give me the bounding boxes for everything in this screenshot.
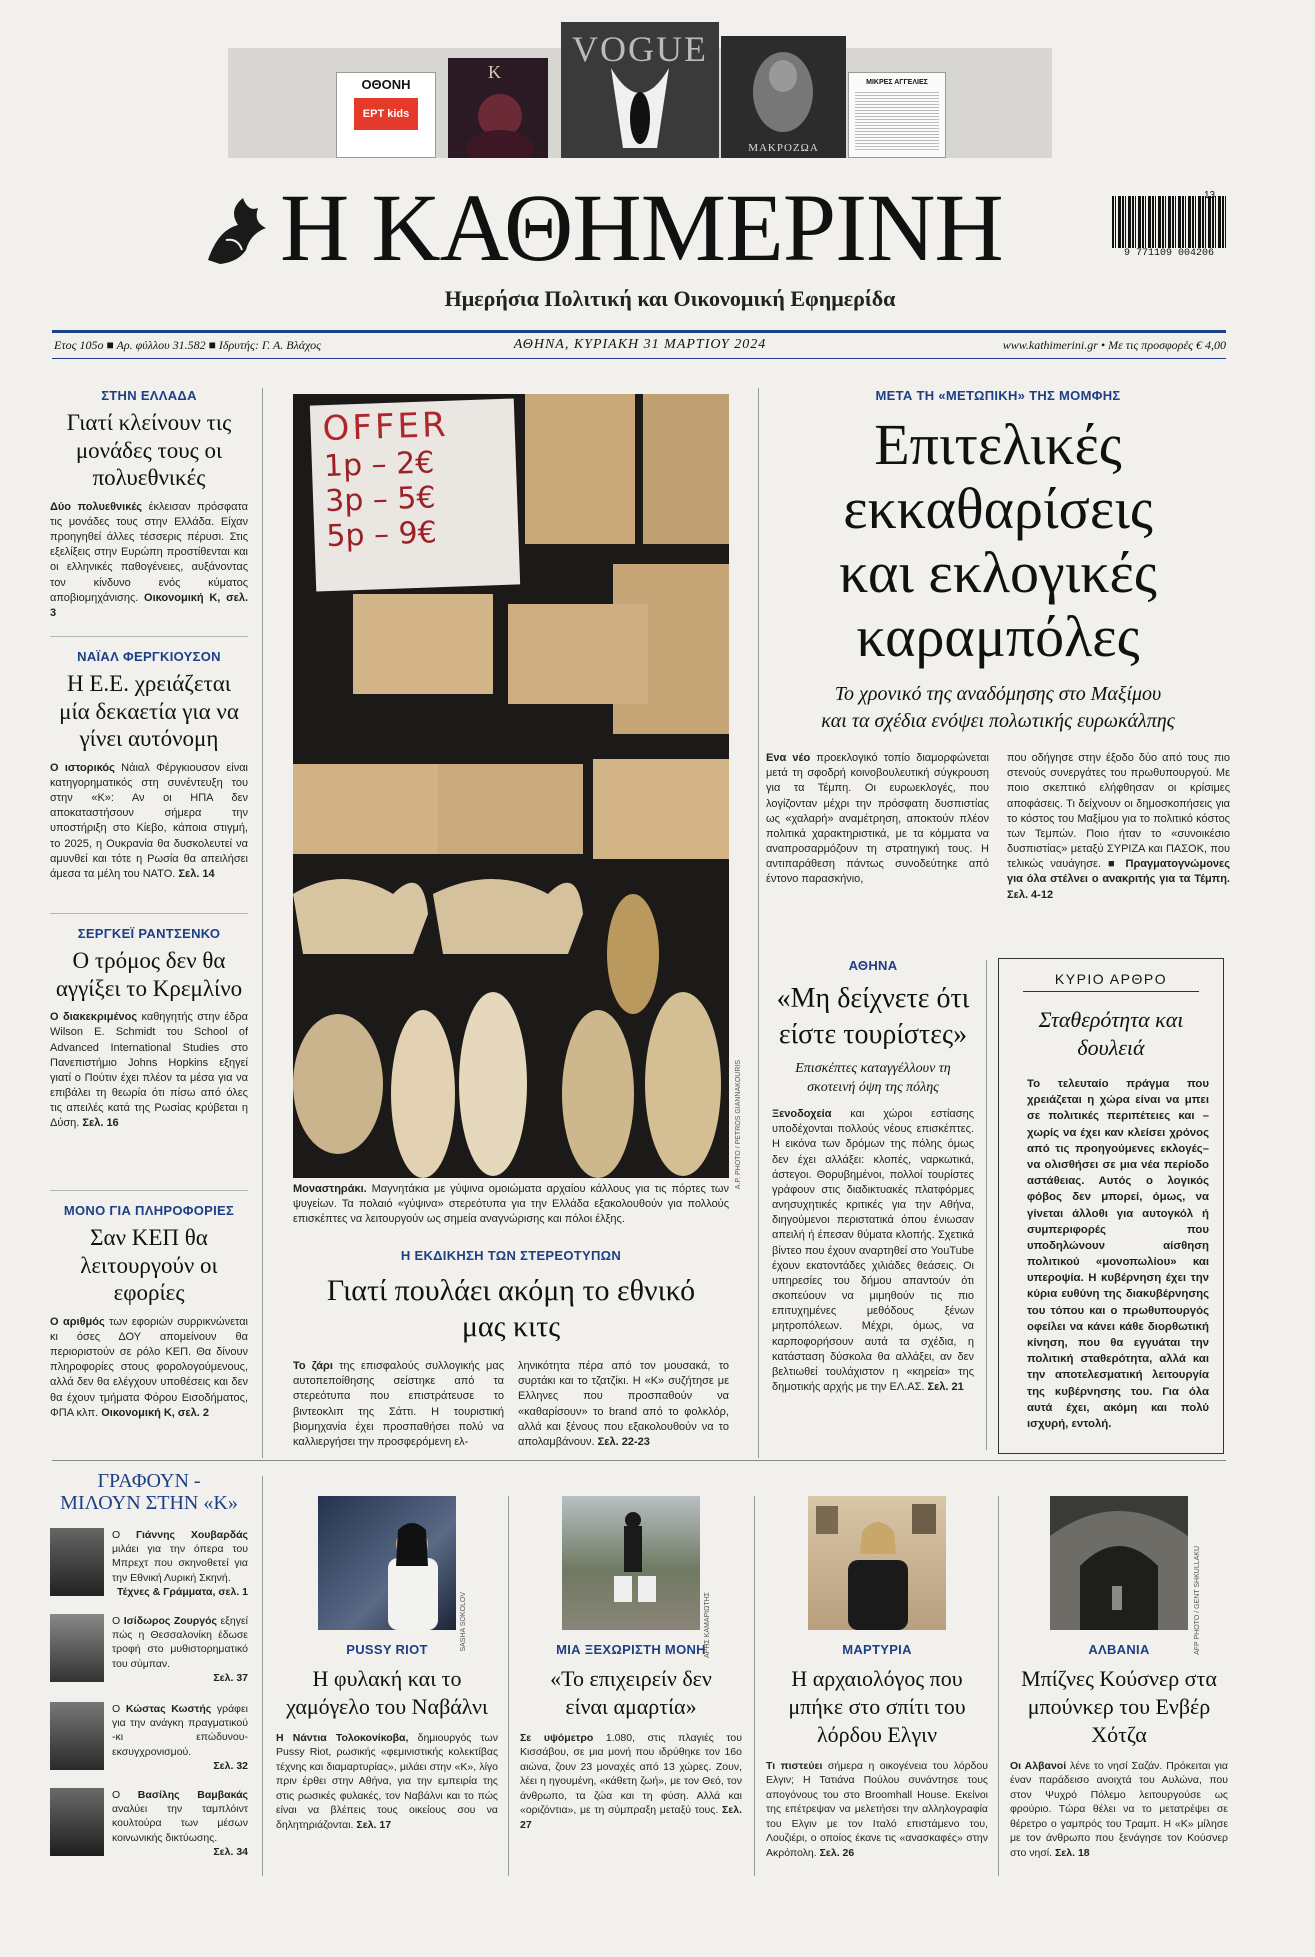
offer-sign-line-1: OFFER [321,404,450,450]
monastery-credit: ΑΡΗΣ ΚΑΜΑΡΙΩΤΗΣ [704,1592,711,1659]
dateline-left: Ετος 105ο ■ Αρ. φύλλου 31.582 ■ Ιδρυτής: Γ. Α. Βλάχος [54,338,321,352]
offer-sign-line-2: 1p – 2€ [323,445,435,485]
lead-story[interactable] [766,388,1230,903]
pussy-riot-kicker: PUSSY RIOT [346,1642,428,1657]
kitsch-ref: Σελ. 22-23 [597,1435,650,1448]
albania-credit: AFP PHOTO / GENT SHKULLAKU [1194,1546,1201,1655]
voice-item[interactable] [50,1702,248,1788]
dateline-right: www.kathimerini.gr • Με τις προσφορές € 4,00 [1002,338,1226,352]
promo-vogue-figure [561,58,719,158]
voice-desc: αναλύει την ταμπλόιντ κουλτούρα των μέσων κοινωνικής δικτύωσης. [112,1803,248,1844]
left-column [50,388,248,1421]
avatar [50,1614,104,1682]
left-story-3[interactable] [50,926,248,1190]
left-story-2-lead: Ο ιστορικός [50,761,115,774]
promo-classifieds-title: ΜΙΚΡΕΣ ΑΓΓΕΛΙΕΣ [866,79,928,86]
pussy-riot-credit: SASHA SOKOLOV [460,1592,467,1652]
left-story-1-kicker: ΣΤΗΝ ΕΛΛΑΔΑ [101,388,197,403]
left-story-2-body [50,761,248,882]
voice-name: Κώστας Κωστής [125,1703,212,1715]
promo-ert-kids: ΕΡΤ kids [354,98,418,130]
kitsch-lead: Το ζάρι [293,1360,333,1372]
athens-lead: Ξενοδοχεία [772,1108,832,1120]
voice-desc: γράφει για την ανάγκη πραγματικού -κι επώδυνου- εκσυγχρονισμού. [112,1703,248,1758]
left-story-2-headline: Η Ε.Ε. χρειάζεται μία δεκαετία για να γίνει αυτόνομη [59,671,239,752]
masthead-subtitle: Ημερήσια Πολιτική και Οικονομική Εφημερίδα [444,286,896,311]
kitsch-col-1 [293,1359,504,1450]
left-story-4-lead: Ο αριθμός [50,1315,105,1328]
kitsch-col-2-text: ληνικότητα πέρα από τον μουσακά, το συρτάκι και το τζατζίκι. Η «Κ» συζήτησε με Ελληνες που προσπαθούν να «καθαρίσουν» το brand από το φολκλόρ, αλλά και ξένους που εξακολουθούν να το απολαμβάνουν. [518,1360,729,1448]
voice-desc: εξηγεί πώς η Θεσσαλονίκη έδωσε τροφή στο μυθιστορηματικό του σύμπαν. [112,1615,248,1670]
albania-headline: Μπίζνες Κούσνερ στα μπούνκερ του Ενβέρ Χότζα [1021,1666,1217,1747]
athens-dek: Επισκέπτες καταγγέλλουν τη σκοτεινή όψη της πόλης [795,1061,951,1095]
kitsch-col-1-text: της επισφαλούς συλλογικής μας αυτοπεποίθησης σείστηκε από τα στερεότυπα που επιστράτευσε το βιντεοκλιπ της Σάττι. Η τουριστική βιομηχανία έχει προσπαθήσει πολύ να καλλιεργήσει την προσφερόμενη ελ- [293,1360,505,1448]
promo-vogue[interactable] [561,22,719,158]
bottom-rule-3 [754,1496,755,1876]
monastery-headline: «Το επιχειρείν δεν είναι αμαρτία» [550,1666,712,1719]
voice-ref: Σελ. 37 [213,1671,248,1684]
athens-text: και χώροι εστίασης υποδέχονται πολλούς νέους επισκέπτες. Η εικόνα των δρόμων της πόλης όμως δεν έχει αλλάξει: κλοπές, ναρκωτικά, άστεγοι. Θορυβημένοι, πολλοί τουρίστες γράφουν στις διαδικτυακές πλατφόρμες ανησυχητικές κριτικές για την Αθήνα, διηγούμενοι περιστατικά όπου ένιωσαν απειλή ή έπεσαν θύματα κλοπής. Σχετικά βίντεο που έχουν αναρτηθεί στο YouTube έχουν εκατοντάδες χιλιάδες θεάσεις. Οι υπηρεσίες του δήμου απαντούν ότι σκοπεύουν να μιμηθούν τις πιο επιτυχημένες μεθόδους ξένων μητροπόλεων. Μέχρι, όμως, να καρποφορήσουν αυτά τα σχέδια, η κατάσταση δύσκολα θα αλλάξει, αν δεν βελτιωθεί τουλάχιστον η «κηρεία» της δημοτικής αρχής με την ΕΛ.ΑΣ. [772,1108,974,1394]
avatar [50,1702,104,1770]
archaeologist-lead: Τι πιστεύει [766,1760,823,1772]
left-story-1-ref: Οικονομική Κ, σελ. 3 [50,591,248,619]
archaeologist-figure [808,1496,946,1630]
lead-kicker: ΜΕΤΑ ΤΗ «ΜΕΤΩΠΙΚΗ» ΤΗΣ ΜΟΜΦΗΣ [875,388,1121,403]
left-story-3-lead: Ο διακεκριμένος [50,1011,138,1024]
barcode-number: 9 771109 004206 [1123,248,1214,259]
voice-item[interactable] [50,1614,248,1702]
left-story-2[interactable] [50,649,248,913]
athens-headline: «Μη δείχνετε ότι είστε τουρίστες» [776,983,970,1050]
masthead-title: Η ΚΑΘΗΜΕΡΙΝΗ [280,174,1003,281]
lead-col-2 [1007,751,1230,903]
left-story-3-text: καθηγητής στην έδρα Wilson E. Schmidt του School of Advanced International Studies στο Πανεπιστήμιο Johns Hopkins εξηγεί γιατί ο Πούτιν έχει πλέον τα μέσα για να επιβάλει τη θεωρία ότι πίσω από όλες τις απειλές κατά της Ρωσίας κρύβεται η Δύση. [50,1011,249,1130]
promo-makrozoa[interactable] [721,36,846,158]
athens-story[interactable] [772,958,974,1395]
left-story-4-kicker: ΜΟΝΟ ΓΙΑ ΠΛΗΡΟΦΟΡΙΕΣ [63,1203,235,1218]
athens-kicker: ΑΘΗΝΑ [848,958,898,973]
lead-headline-line-4: καραμπόλες [856,604,1140,669]
offer-sign [310,398,520,591]
monastery-figure [562,1496,700,1630]
kitsch-kicker: Η ΕΚΔΙΚΗΣΗ ΤΩΝ ΣΤΕΡΕΟΤΥΠΩΝ [400,1248,622,1263]
left-story-4[interactable] [50,1203,248,1421]
archaeologist-headline: Η αρχαιολόγος που μπήκε στο σπίτι του λόρδου Ελγιν [788,1666,966,1747]
archaeologist-body [766,1759,988,1860]
bottom-rule-2 [508,1496,509,1876]
barcode-bars [1112,196,1226,248]
voices-box [50,1470,248,1874]
promo-k-portrait [448,78,548,158]
dateline-rule-top [52,330,1226,333]
left-story-4-ref: Οικονομική Κ, σελ. 2 [101,1406,210,1419]
column-rule-1 [262,388,263,1458]
promo-k-title: K [488,62,501,82]
albania-lead: Οι Αλβανοί [1010,1760,1067,1772]
voice-text [112,1528,248,1614]
monastery-text: 1.080, στις πλαγιές του Κισσάβου, σε μια μονή που ιδρύθηκε τον 16ο αιώνα, ζουν 23 μοναχές από 13 χώρες. Ζουν, λέει η ηγουμένη, «κάθετη ζωή», με τον Θεό, τον άνθρωπο, τα ζώα και τη φύση. Αλλά και «οριζόντια», με τη σύμπραξη μεταξύ τους. [520,1732,742,1817]
promo-classifieds-text [855,90,939,150]
main-photo[interactable] [293,394,729,1178]
left-story-1-text: έκλεισαν πρόσφατα τις μονάδες τους στην Ελλάδα. Είχαν προηγηθεί άλλες τέσσερις πέρυσι. Στις εξελίξεις στην Ευρώπη προστίθενται και οι ελληνικές παθογένειες, αυξάνοντας τον κίνδυνο ενός κύματος αποβιομηχάνισης. [50,500,248,604]
barcode-issue: 13 [1204,190,1216,201]
avatar [50,1528,104,1596]
voice-pre: Ο [112,1615,124,1627]
archaeologist-kicker: ΜΑΡΤΥΡΙΑ [842,1642,912,1657]
editorial-body: Το τελευταίο πράγμα που χρειάζεται η χώρα είναι να μπει σε πολιτικές περιπέτειες και –χωρίς να έχει καν κλείσει χρόνος από τις προηγούμενες εκλογές– να ολισθήσει σε μια νέα περίοδο αστάθειας. Αυτός ο λογικός φόβος δεν μπορεί, όμως, να γίνεται άλλοθι για αυτογκόλ ή συμπεριφορές που υποδηλώνουν αίσθηση πολιτικού «μονοπωλίου» και υπεροψία. Η κυβέρνηση έχει την κύρια ευθύνη της διακυβέρνησης του τόπου και ο πρωθυπουργός οφείλει να κάνει κάθε διορθωτική κίνηση, που θα εγγυάται την πολιτική σταθερότητα, αλλά και την αποτελεσματική λειτουργία της κυβέρνησης του. Για όλα αυτά έχει, ακόμη και πολύ ισχυρή, εντολή. [1027,1078,1209,1430]
voice-text [112,1614,248,1702]
monastery-lead: Σε υψόμετρο [520,1732,594,1744]
promo-k-magazine[interactable] [448,58,548,158]
offer-sign-line-4: 5p – 9€ [325,515,438,555]
albania-body [1010,1759,1228,1860]
voice-desc: μιλάει για την όπερα του Μπρεχτ που σκηνοθετεί για την Εθνική Λυρική Σκηνή. [112,1543,248,1584]
kitsch-story[interactable] [293,1248,729,1450]
bottom-rule-1 [262,1476,263,1876]
archaeologist-text: σήμερα η οικογένεια του λόρδου Ελγιν; Η Τατιάνα Πούλου συνάντησε τους απογόνους του στο Broomhall House. Εκείνοι της επέτρεψαν να μελετήσει την αλληλογραφία του Ελγιν με τον Ιταλό επιστάμενο του, Λουζιέρι, ο οποίος έκανε τις «ανασκαφές» στην Ακρόπολη. [766,1760,988,1859]
albania-ref: Σελ. 18 [1054,1846,1090,1859]
archaeologist-photo [808,1496,946,1630]
left-story-1[interactable] [50,388,248,636]
monastery-photo [562,1496,700,1630]
column-rule-2 [758,388,759,1458]
left-story-1-lead: Δύο πολυεθνικές [50,500,143,513]
athens-ref: Σελ. 21 [927,1381,964,1394]
albania-kicker: ΑΛΒΑΝΙΑ [1088,1642,1150,1657]
left-story-4-text: των εφοριών συρρικνώνεται κι όσες ΔΟΥ απομείνουν θα περιοριστούν σε ρόλο ΚΕΠ. Θα δίνουν πληροφορίες στους φορολογούμενους, αλλά δεν θα ελέγχουν υποθέσεις και δεν θα έχουν τμήματα Φόρου Εισοδήματος, ΦΠΑ κλπ. [50,1315,248,1419]
pussy-riot-photo [318,1496,456,1630]
athens-body [772,1107,974,1395]
promo-makrozoa-sculpture [721,36,846,136]
voice-pre: Ο [112,1529,137,1541]
albania-text: λένε το νησί Σαζάν. Πρόκειται για έναν παράδεισο ανοιχτά του Αυλώνα, που στον Ψυχρό Πόλεμο λειτουργούσε ως φρούριο. Τώρα θέλει να το μετατρέψει σε θέρετρο ο γαμπρός του Τραμπ. Η «Κ» μίλησε με τον άνθρωπο που ξενάγησε τον Κούσνερ στο νησί. [1010,1760,1228,1859]
pussy-riot-ref: Σελ. 17 [356,1818,392,1831]
left-story-3-kicker: ΣΕΡΓΚΕΪ ΡΑΝΤΣΕΝΚΟ [77,926,221,941]
avatar [50,1788,104,1856]
column-rule-3 [986,960,987,1450]
albania-photo [1050,1496,1188,1630]
left-rule-3 [50,1190,248,1191]
dateline-center: ΑΘΗΝΑ, ΚΥΡΙΑΚΗ 31 ΜΑΡΤΙΟΥ 2024 [513,337,767,352]
voice-name: Βασίλης Βαμβακάς [137,1789,248,1801]
lead-dek [766,681,1230,735]
left-story-3-body [50,1010,248,1131]
voice-name: Γιάννης Χουβαρδάς [136,1529,248,1541]
monastery-body [520,1731,742,1832]
editorial-headline: Σταθερότητα και δουλειά [1038,1007,1184,1060]
main-photo-credit: A.P. PHOTO / PETROS GIANNAKOURIS [735,1060,742,1190]
editorial-label: ΚΥΡΙΟ ΑΡΘΡΟ [1023,971,1199,992]
left-story-4-headline: Σαν ΚΕΠ θα λειτουργούν οι εφορίες [80,1225,218,1306]
lead-headline-line-1: Επιτελικές [874,412,1122,477]
left-rule-2 [50,913,248,914]
voices-title: ΓΡΑΦΟΥΝ - ΜΙΛΟΥΝ ΣΤΗΝ «Κ» [60,1470,238,1514]
lead-headline [766,413,1230,669]
main-photo-caption-text: Μαγνητάκια με γύψινα ομοιώματα αρχαίου κάλλους για τις πόρτες των ψυγείων. Τα πολαιό «γύψινα» στερεότυπα για την Ελλάδα εξακολουθούν για πολλούς επισκέπτες να λειτουργούν ως σημεία αναγνώρισης και πόλοι έλξης. [293,1183,729,1226]
griffin-logo-icon [198,190,276,270]
promo-othoni-title: ΟΘΟΝΗ [361,77,411,92]
bottom-story-albania[interactable] [1010,1496,1228,1860]
dateline-rule-bottom [52,358,1226,359]
lead-headline-line-2: εκκαθαρίσεις [843,476,1153,541]
left-story-2-ref: Σελ. 14 [178,867,215,880]
voice-name: Ισίδωρος Ζουργός [123,1615,217,1627]
albania-bunker [1050,1496,1188,1630]
left-story-1-headline: Γιατί κλείνουν τις μονάδες τους οι πολυεθνικές [66,410,232,491]
voice-ref: Σελ. 34 [213,1845,248,1858]
voice-text [112,1702,248,1788]
monastery-kicker: ΜΙΑ ΞΕΧΩΡΙΣΤΗ ΜΟΝΗ [556,1642,706,1657]
promo-othoni[interactable] [336,72,436,158]
promo-vogue-title: VOGUE [572,29,708,69]
archaeologist-ref: Σελ. 26 [819,1846,855,1859]
voice-pre: Ο [112,1789,138,1801]
pussy-riot-lead: Η Νάντια Τολοκονίκοβα, [276,1732,409,1744]
lead-dek-line-1: Το χρονικό της αναδόμησης στο Μαξίμου [834,683,1162,705]
pussy-riot-headline: Η φυλακή και το χαμόγελο του Ναβάλνι [286,1666,488,1719]
voice-text [112,1788,248,1874]
lead-col-2-text: που οδήγησε στην έξοδο δύο από τους πιο στενούς συνεργάτες του πρωθυπουργού. Με ποιο σκεπτικό ελήφθησαν οι κρίσιμες αποφάσεις. Τι δείχνουν οι δημοσκοπήσεις για το κόστος του Μαξίμου για το πολιτικό κόστος των Τεμπών. Ποιο ήταν το «συνοικέσιο δυσπιστίας» μεταξύ ΣΥΡΙΖΑ και ΠΑΣΟΚ, που τελικώς ναυάγησε. [1007,752,1230,871]
voice-ref: Σελ. 32 [213,1759,248,1772]
kitsch-col-2 [518,1359,729,1450]
left-story-4-body [50,1315,248,1421]
pussy-riot-figure [318,1496,456,1630]
pussy-riot-text: δημιουργός των Pussy Riot, ρωσικής «φεμινιστικής κολεκτίβας τέχνης και διαμαρτυρίας», μιλάει στην «Κ», λίγο πριν έρθει στην Αθήνα, για την εμπειρία της στις ρωσικές φυλακές, τον Ναβάλνι και το πώς είναι να βλέπεις τους οικείους σου να δηλητηριάζονται. [276,1732,498,1831]
left-story-2-kicker: ΝΑΪΑΛ ΦΕΡΓΚΙΟΥΣΟΝ [77,649,221,664]
kitsch-columns [293,1359,729,1450]
lead-ref: Σελ. 4-12 [1007,888,1054,901]
lead-col-1-text: προεκλογικό τοπίο διαμορφώνεται μετά τη σφοδρή κοινοβουλευτική σύγκρουση για τα Τέμπη. Οι ευρωεκλογές, που λογίζονταν μέχρι την πρόσφατη δυσπιστίας ως «χαλαρή» αναμέτρηση, αποκτούν πλέον πολιτικά χαρακτηριστικά, με τα κόμματα να αναπροσαρμόζουν τη στρατηγική τους. Η αντιπαράθεση πάντως συνοδεύτηκε από έντονο παρασκήνιο, [766,752,989,886]
lead-col-1 [766,751,989,903]
lead-lead: Ενα νέο [766,752,811,764]
promo-makrozoa-title: ΜΑΚΡΟΖΩΑ [748,142,819,154]
monastery-ref: Σελ. 27 [520,1804,742,1831]
bottom-story-monastery[interactable] [520,1496,742,1832]
voice-ref: Τέχνες & Γράμματα, σελ. 1 [116,1585,248,1598]
bottom-story-archaeologist[interactable] [766,1496,988,1860]
left-story-3-headline: Ο τρόμος δεν θα αγγίξει το Κρεμλίνο [55,948,243,1001]
section-rule [52,1460,1226,1461]
left-story-1-body [50,500,248,621]
promo-classifieds[interactable] [848,72,946,158]
lead-dek-line-2: και τα σχέδια ενόψει πολωτικής ευρωκάλπης [821,710,1175,732]
main-photo-caption-lead: Μοναστηράκι. [293,1183,367,1195]
lead-headline-line-3: και εκλογικές [839,540,1157,605]
voice-pre: Ο [112,1703,126,1715]
bottom-story-pussy-riot[interactable] [276,1496,498,1832]
offer-sign-line-3: 3p – 5€ [324,480,437,520]
lead-ref-bold: ■ Πραγματογνώμονες για όλα στέλνει ο ανακριτής για τα Τέμπη. [1007,858,1230,886]
left-story-3-ref: Σελ. 16 [82,1117,119,1130]
editorial-box[interactable] [998,958,1224,1454]
voice-item[interactable] [50,1528,248,1614]
bottom-rule-4 [998,1496,999,1876]
left-rule-1 [50,636,248,637]
barcode [1112,196,1226,266]
pussy-riot-body [276,1731,498,1832]
lead-columns [766,751,1230,903]
voice-item[interactable] [50,1788,248,1874]
main-photo-caption [293,1182,729,1228]
kitsch-headline: Γιατί πουλάει ακόμη το εθνικό μας κιτς [326,1274,696,1343]
left-story-2-text: Νάιαλ Φέργκιουσον είναι κατηγορηματικός στη συνέντευξη του στην «Κ»: Αν οι ΗΠΑ δεν αποκαταστήσουν σήμερα την υποστήριξη στο Κίεβο, κάποια στιγμή, το 2025, η Ουκρανία θα δυσκολευτεί να αμυνθεί και τότε η Ρωσία θα απειλήσει άμεσα τα μέλη του ΝΑΤΟ. [50,761,248,880]
